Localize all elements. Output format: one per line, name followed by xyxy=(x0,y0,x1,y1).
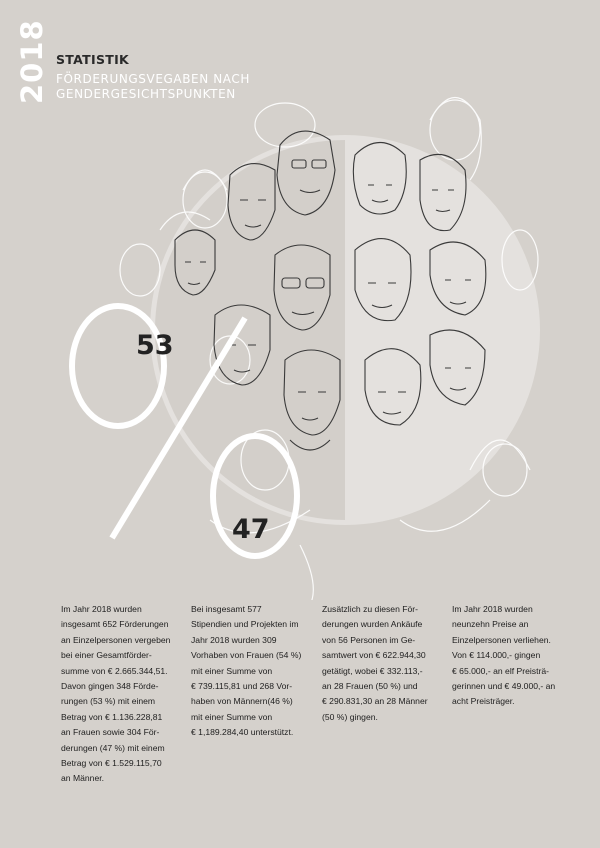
text-line: Jahr 2018 wurden 309 xyxy=(191,634,277,645)
page-title: STATISTIK xyxy=(56,52,130,67)
text-line: an Männer. xyxy=(61,773,104,784)
text-line: derungen (47 %) mit einem xyxy=(61,742,165,753)
text-line: getätigt, wobei € 332.113,- xyxy=(322,665,423,676)
text-line: mit einer Summe von xyxy=(191,665,273,676)
text-line: acht Preisträger. xyxy=(452,696,515,707)
text-line: insgesamt 652 Förderungen xyxy=(61,619,169,630)
percent-women-value: 53 xyxy=(136,330,174,361)
text-line: Betrag von € 1.136.228,81 xyxy=(61,711,163,722)
text-line: rungen (53 %) mit einem xyxy=(61,696,156,707)
text-line: Vorhaben von Frauen (54 %) xyxy=(191,650,302,661)
subtitle-line: FÖRDERUNGSVEGABEN NACH xyxy=(56,72,251,86)
percent-upper-zero xyxy=(72,306,164,426)
text-line: € 65.000,- an elf Preisträ- xyxy=(452,665,549,676)
text-line: (50 %) gingen. xyxy=(322,711,378,722)
subtitle-line: GENDERGESICHTSPUNKTEN xyxy=(56,87,236,101)
text-line: derungen wurden Ankäufe xyxy=(322,619,423,630)
text-line: Im Jahr 2018 wurden xyxy=(452,604,533,614)
text-line: € 739.115,81 und 268 Vor- xyxy=(191,681,293,692)
text-line: Betrag von € 1.529.115,70 xyxy=(61,758,162,769)
text-line: samtwert von € 622.944,30 xyxy=(322,650,426,661)
text-line: Im Jahr 2018 wurden xyxy=(61,604,142,614)
text-line: summe von € 2.665.344,51. xyxy=(61,665,168,676)
text-column-2 xyxy=(191,602,315,741)
text-line: von 56 Personen im Ge- xyxy=(322,634,416,645)
text-line: Zusätzlich zu diesen För- xyxy=(322,604,418,614)
percent-men-value: 47 xyxy=(232,514,270,545)
text-line: Davon gingen 348 Förde- xyxy=(61,681,159,692)
year-label: 2018 xyxy=(15,19,49,104)
text-line: € 1,189.284,40 unterstützt. xyxy=(191,727,294,738)
text-line: haben von Männern(46 %) xyxy=(191,696,293,707)
text-line: Stipendien und Projekten im xyxy=(191,619,299,630)
text-column-3 xyxy=(322,602,446,725)
text-line: Bei insgesamt 577 xyxy=(191,604,262,614)
text-line: an 28 Frauen (50 %) und xyxy=(322,681,418,692)
text-column-4 xyxy=(452,602,576,710)
text-line: € 290.831,30 an 28 Männer xyxy=(322,696,428,707)
text-line: gerinnen und € 49.000,- an xyxy=(452,681,556,692)
text-line: mit einer Summe von xyxy=(191,711,273,722)
text-line: Von € 114.000,- gingen xyxy=(452,650,541,661)
text-line: an Frauen sowie 304 För- xyxy=(61,727,160,738)
text-line: Einzelpersonen verliehen. xyxy=(452,634,551,645)
text-column-1 xyxy=(61,602,185,787)
text-line: neunzehn Preise an xyxy=(452,619,529,630)
text-line: bei einer Gesamtförder- xyxy=(61,650,152,661)
text-line: an Einzelpersonen vergeben xyxy=(61,634,171,645)
